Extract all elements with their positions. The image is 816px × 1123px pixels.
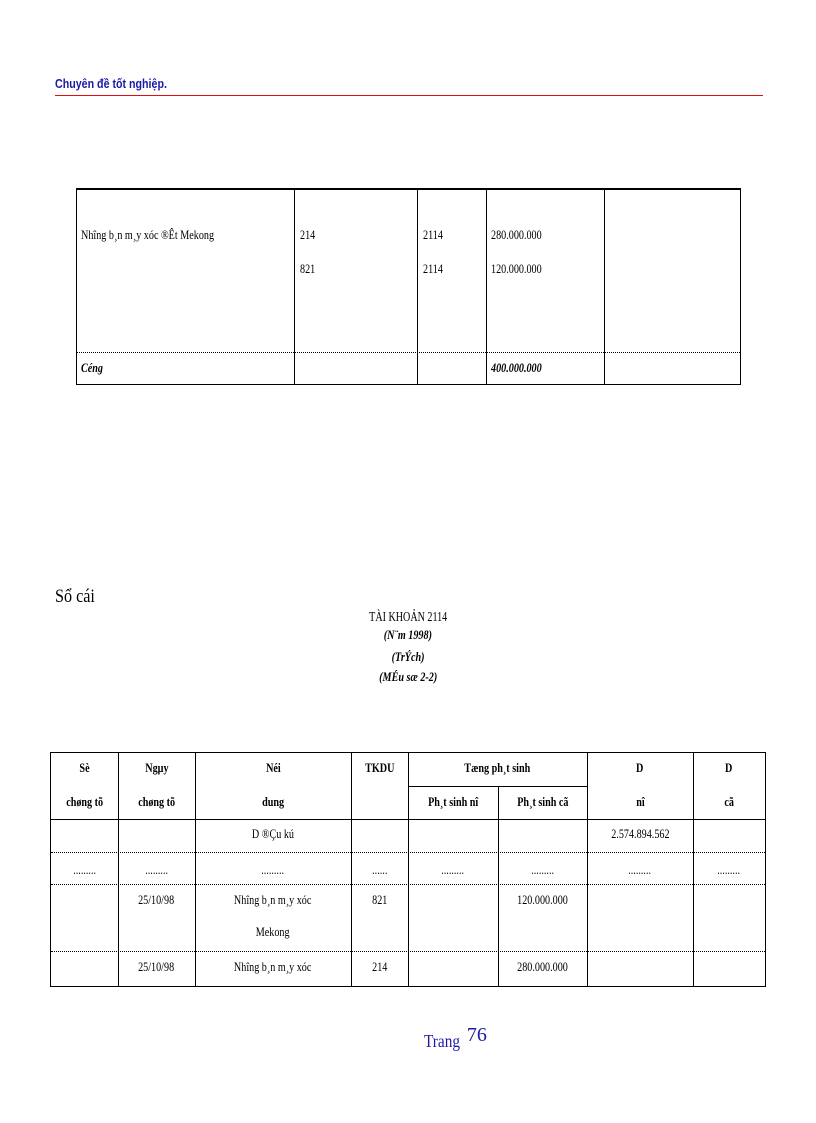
header-doc-date: chøng tõ xyxy=(138,794,175,809)
page-number-value: 76 xyxy=(466,1024,487,1046)
header-divider xyxy=(55,95,763,96)
column-divider xyxy=(417,190,418,384)
ledger-table xyxy=(50,752,766,987)
column-divider xyxy=(604,190,605,384)
journal-total-amount: 400.000.000 xyxy=(491,360,542,375)
ledger-row-date: 25/10/98 xyxy=(138,892,175,907)
header-debit-balance: D xyxy=(636,760,644,775)
journal-row-amount: 120.000.000 xyxy=(491,261,542,276)
header-content: Néi xyxy=(265,760,281,775)
document-header-title: Chuyên đề tốt nghiệp. xyxy=(55,76,167,91)
header-debit-balance: nî xyxy=(635,794,645,809)
header-counter-account: TKDU xyxy=(364,760,395,775)
page-label: Trang xyxy=(424,1031,461,1051)
ellipsis-cell: ......... xyxy=(261,862,285,877)
opening-balance-label: D ®Çu kú xyxy=(251,826,295,841)
ellipsis-cell: ......... xyxy=(73,862,96,877)
ledger-form-note: (MÉu sæ 2-2) xyxy=(378,669,438,684)
column-divider xyxy=(486,190,487,384)
ledger-row-credit-amount: 280.000.000 xyxy=(517,959,568,974)
row-divider xyxy=(51,951,765,952)
ledger-extract-note: (TrÝch) xyxy=(391,649,425,664)
ledger-row-content: Nhîng b¸n m¸y xóc xyxy=(234,892,312,907)
header-content: dung xyxy=(261,794,284,809)
header-bottom-rule xyxy=(51,819,765,820)
header-doc-number: chøng tõ xyxy=(66,794,103,809)
ledger-row-date: 25/10/98 xyxy=(138,959,175,974)
opening-balance-amount: 2.574.894.562 xyxy=(610,826,670,841)
header-doc-number: Sè xyxy=(79,760,90,775)
ellipsis-cell: ......... xyxy=(628,862,652,877)
ellipsis-cell: ......... xyxy=(531,862,554,877)
ellipsis-cell: ...... xyxy=(371,862,388,877)
ledger-year: (N¨m 1998) xyxy=(383,627,433,642)
account-title: TÀI KHOẢN 2114 xyxy=(368,610,448,625)
journal-row-credit-account: 2114 xyxy=(423,261,443,276)
header-subdivider xyxy=(408,786,587,787)
journal-row-credit-account: 2114 xyxy=(423,227,443,242)
column-divider xyxy=(498,786,499,986)
ellipsis-cell: ......... xyxy=(145,862,168,877)
ledger-row-content: Mekong xyxy=(256,924,290,939)
column-divider xyxy=(294,190,295,384)
header-credit-balance: D xyxy=(725,760,733,775)
journal-row-debit-account: 214 xyxy=(300,227,316,242)
ledger-section-title: Sổ cái xyxy=(55,586,95,607)
row-divider xyxy=(77,352,740,353)
journal-row-amount: 280.000.000 xyxy=(491,227,542,242)
ledger-row-counter-account: 821 xyxy=(371,892,388,907)
row-divider xyxy=(51,852,765,853)
row-divider xyxy=(51,884,765,885)
ellipsis-cell: ......... xyxy=(717,862,741,877)
page-number xyxy=(424,1024,487,1053)
journal-total-label: Céng xyxy=(81,360,103,375)
header-doc-date: Ngµy xyxy=(144,760,169,775)
header-credit-arising: Ph¸t sinh cã xyxy=(516,794,569,809)
journal-row-debit-account: 821 xyxy=(300,261,316,276)
header-credit-balance: cã xyxy=(724,794,734,809)
journal-row-description: Nhîng b¸n m¸y xóc ®Êt Mekong xyxy=(81,227,215,242)
ledger-row-credit-amount: 120.000.000 xyxy=(517,892,568,907)
ellipsis-cell: ......... xyxy=(441,862,465,877)
ledger-row-content: Nhîng b¸n m¸y xóc xyxy=(234,959,312,974)
journal-table xyxy=(76,188,741,385)
ledger-row-counter-account: 214 xyxy=(371,959,388,974)
header-total-arising: Tæng ph¸t sinh xyxy=(464,760,531,775)
header-debit-arising: Ph¸t sinh nî xyxy=(427,794,479,809)
